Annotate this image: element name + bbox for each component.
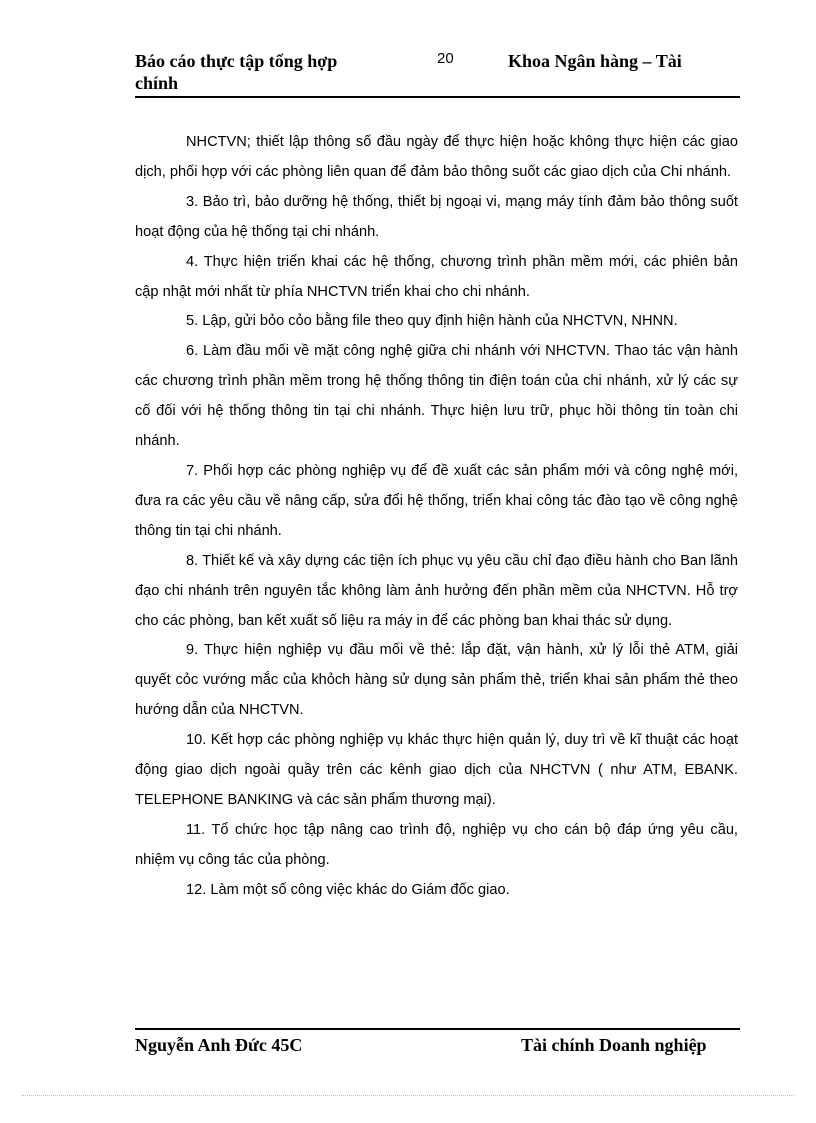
paragraph-3: 4. Thực hiện triển khai các hệ thống, chương trình phần mềm mới, các phiên bản cập nhật mới nhất từ phía NHCTVN triển khai cho chi nhánh. xyxy=(135,253,738,300)
footer-author: Nguyễn Anh Đức 45C xyxy=(135,1035,303,1055)
paragraph-4: 5. Lập, gửi bỏo cỏo bằng file theo quy định hiện hành của NHCTVN, NHNN. xyxy=(186,313,678,330)
header-right-title: Khoa Ngân hàng – Tài xyxy=(508,51,682,71)
paragraph-7: 8. Thiết kế và xây dựng các tiện ích phục vụ yêu cầu chỉ đạo điều hành cho Ban lãnh đạo chi nhánh trên nguyên tắc không làm ảnh hưởng đến phần mềm của NHCTVN. Hỗ trợ cho các phòng, ban kết xuất số liệu ra máy in để các phòng ban khai thác sử dụng. xyxy=(135,552,738,629)
page-edge-dotted-line xyxy=(22,1095,794,1096)
page-number: 20 xyxy=(437,50,454,67)
footer-divider xyxy=(135,1028,740,1030)
paragraph-10: 11. Tổ chức học tập nâng cao trình độ, nghiệp vụ cho cán bộ đáp ứng yêu cầu, nhiệm vụ công tác của phòng. xyxy=(135,821,738,868)
paragraph-11: 12. Làm một số công việc khác do Giám đốc giao. xyxy=(186,881,510,898)
paragraph-8: 9. Thực hiện nghiệp vụ đầu mối về thẻ: lắp đặt, vận hành, xử lý lỗi thẻ ATM, giải quyết cỏc vướng mắc của khỏch hàng sử dụng sản phẩm thẻ, triển khai sản phẩm thẻ theo hướng dẫn của NHCTVN. xyxy=(135,642,738,719)
footer-major: Tài chính Doanh nghiệp xyxy=(521,1035,707,1055)
paragraph-6: 7. Phối hợp các phòng nghiệp vụ để đề xuất các sản phẩm mới và công nghệ mới, đưa ra các yêu cầu về nâng cấp, sửa đổi hệ thống, triển khai công tác đào tạo về công nghệ thông tin tại chi nhánh. xyxy=(135,462,738,539)
paragraph-2: 3. Bảo trì, bảo dưỡng hệ thống, thiết bị ngoại vi, mạng máy tính đảm bảo thông suốt hoạt động của hệ thống tại chi nhánh. xyxy=(135,193,738,240)
paragraph-5: 6. Làm đầu mối về mặt công nghệ giữa chi nhánh với NHCTVN. Thao tác vận hành các chương trình phần mềm trong hệ thống thông tin điện toán của chi nhánh, xử lý các sự cố đối với hệ thống thông tin tại chi nhánh. Thực hiện lưu trữ, phục hồi thông tin toàn chi nhánh. xyxy=(135,343,738,450)
paragraph-1: NHCTVN; thiết lập thông số đầu ngày để thực hiện hoặc không thực hiện các giao dịch, phối hợp với các phòng liên quan để đảm bảo thông suốt các giao dịch của Chi nhánh. xyxy=(135,134,738,180)
paragraph-9: 10. Kết hợp các phòng nghiệp vụ khác thực hiện quản lý, duy trì về kĩ thuật các hoạt động giao dịch ngoài quầy trên các kênh giao dịch của NHCTVN ( như ATM, EBANK. TELEPHONE BANKING và các sản phẩm thương mại). xyxy=(135,732,738,808)
body-text xyxy=(135,128,738,906)
header-divider xyxy=(135,96,740,98)
header-left-title: Báo cáo thực tập tổng hợp chính xyxy=(135,51,338,93)
